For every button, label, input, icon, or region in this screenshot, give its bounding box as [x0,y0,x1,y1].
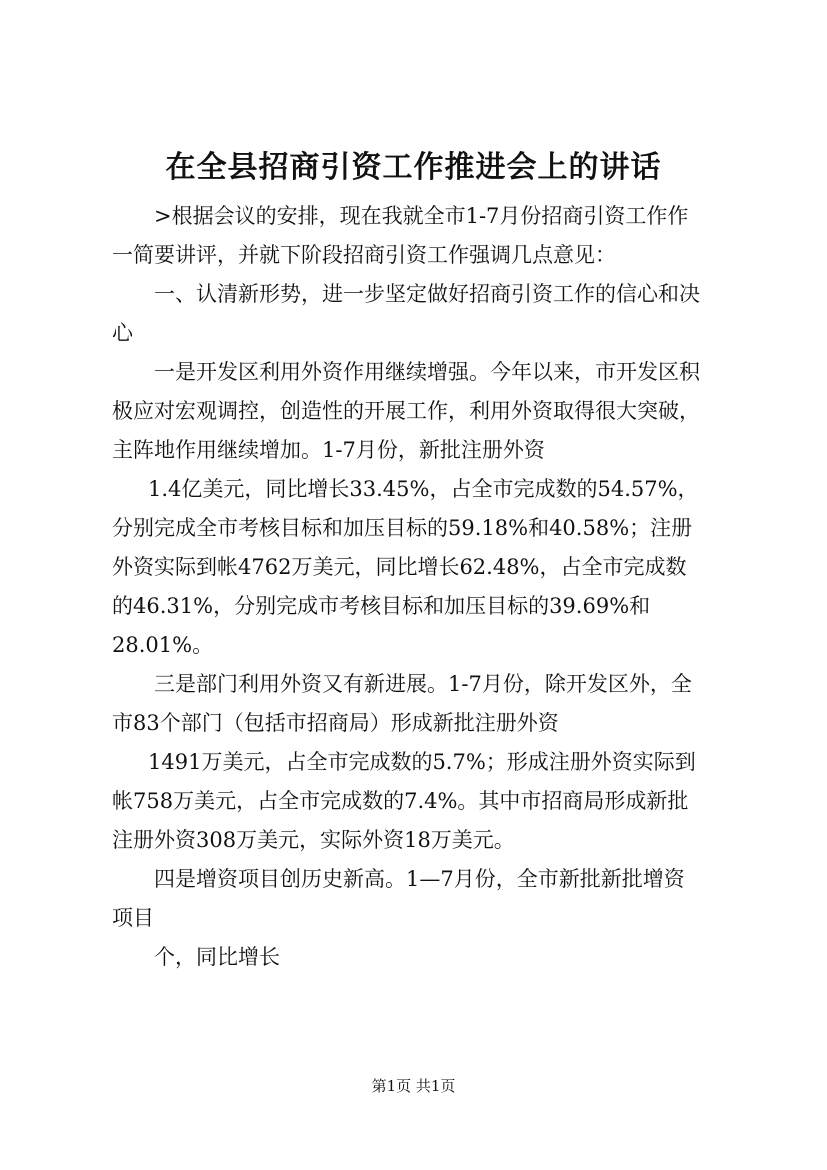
body-line: 个，同比增长 [154,945,280,969]
body-line: 一是开发区利用外资作用继续增强。今年以来，市开发区积 [154,360,700,384]
document-title: 在全县招商引资工作推进会上的讲话 [165,150,662,185]
body-line: 三是部门利用外资又有新进展。1-7月份，除开发区外，全 [154,672,692,696]
body-line: 四是增资项目创历史新高。1—7月份，全市新批新批增资 [154,867,685,891]
body-line: 极应对宏观调控，创造性的开展工作，利用外资取得很大突破， [112,399,700,423]
body-line: 一简要讲评，并就下阶段招商引资工作强调几点意见： [112,243,616,267]
body-line: 外资实际到帐4762万美元，同比增长62.48%，占全市完成数 [112,555,687,579]
body-line: 1.4亿美元，同比增长33.45%，占全市完成数的54.57%， [148,477,699,501]
body-line: 分别完成全市考核目标和加压目标的59.18%和40.58%；注册 [112,516,693,540]
page-footer: 第1页 共1页 [371,1077,456,1095]
body-line: 心 [112,321,133,345]
body-line: 主阵地作用继续增加。1-7月份，新批注册外资 [112,438,545,462]
body-line: 帐758万美元，占全市完成数的7.4%。其中市招商局形成新批 [112,789,689,813]
body-line: 28.01%。 [112,633,214,657]
body-line: 注册外资308万美元，实际外资18万美元。 [112,828,515,852]
body-line: 1491万美元，占全市完成数的5.7%；形成注册外资实际到 [148,750,696,774]
body-line: 的46.31%，分别完成市考核目标和加压目标的39.69%和 [112,594,651,618]
section-heading: 一、认清新形势，进一步坚定做好招商引资工作的信心和决 [154,282,700,306]
document-body [112,197,732,977]
body-line: >根据会议的安排，现在我就全市1-7月份招商引资工作作 [154,204,689,228]
body-line: 项目 [112,906,154,930]
body-line: 市83个部门（包括市招商局）形成新批注册外资 [112,711,559,735]
